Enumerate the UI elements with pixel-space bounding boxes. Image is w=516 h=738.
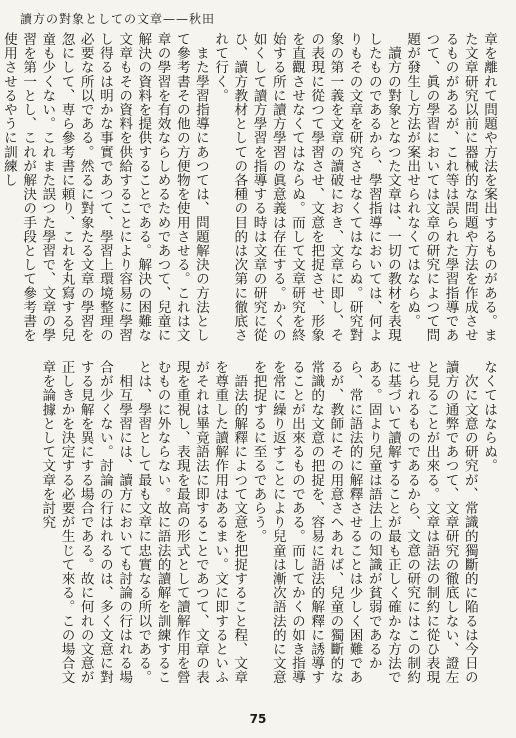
upper-text-block: 章を離れて問題や方法を案出するものがある。また文章研究以前に器械的な問題や方法を作成させるものがあるが、これ等は誤られた學習指導であつて、眞の學習においては文章の研究によつて問題が發生し方法が案出せられなくてはならぬ。 讀方の對象となつた文章は、一切の教材を表現したものであるから、學習指導においては、何よりもその文章を研究させなくてはならぬ。研究對象の第一義を文章の讀破におき、文章に即し、その表現に從つて學習させ、文意を把捉させ、形象を直觀させなくてはならぬ。而して文章研究を終始する所に讀方學習の眞意義は存在する。かくの如くして讀方學習を指導する時は文章の研究に從ひ、讀方教材としての各種の目的は次第に徹底されて行く。 また學習指導にあつては、問題解決の方法として參考書その他の方便物を使用させる。これは文章の學習を有效ならしめるためであつて、兒童に解決の資料を提供することである。解決の困難な文章もその資料を供給することにより容易に學習し得るは明かな事實であつて、學習上環境整理の必要な所以である。然るに對象たる文章の學習を忽にして、専ら參考書に頼り、これを丸寫する兒童も少くない。これまた誤つた學習で、文章の學習を第一とし、これが解決の手段として參考書を使用させるやうに訓練し <box>0 32 497 343</box>
page-number: 75 <box>249 712 267 726</box>
lower-text-block: なくてはならぬ。 次に文意の研究が、常識的獨斷的に陥るは今日の讀方の通弊であつて、文章研究の徹底しない、證左と見ることが出來る。文章は語法の制約に從ひ表現せられるものであるから、文意の研究にはこの制約に基づいて讀解することが最も正しく確かな方法である。固より兒童は語法上の知識が貧弱であるから、常に語法的に解釋させることは少しく困難であるが、教師にその用意さへあれば、兒童の獨斷的な常識的な文意の把捉を、容易に語法的解釋に誘導することが出來るものである。而してかくの如き指導を常に繰り返すことにより兒童は漸次語法的に文意を把捉するに至るであらう。 語法的解釋によつて文意を把捉すること程、文章を尊重した讀解作用はあるまい。文に即するといふがそれは畢竟語法に即することであつて、文章の表現を重視し、表現を最高の形式として讀解作用を營むものに外ならない。故に語法的讀解を訓練することは、學習として最も文章に忠實なる所以である。 相互學習には、讀方においても討論の行はれる場合が少くない。討論の行はれるのは、多く文意に對する見解を異にする場合である。故に何れの文意が正しきかを決定する必要が生じて來る。この場合文章を論據として文章を討究 <box>39 360 497 685</box>
running-header: 讀方の對象としての文章——秋田 <box>20 12 216 26</box>
